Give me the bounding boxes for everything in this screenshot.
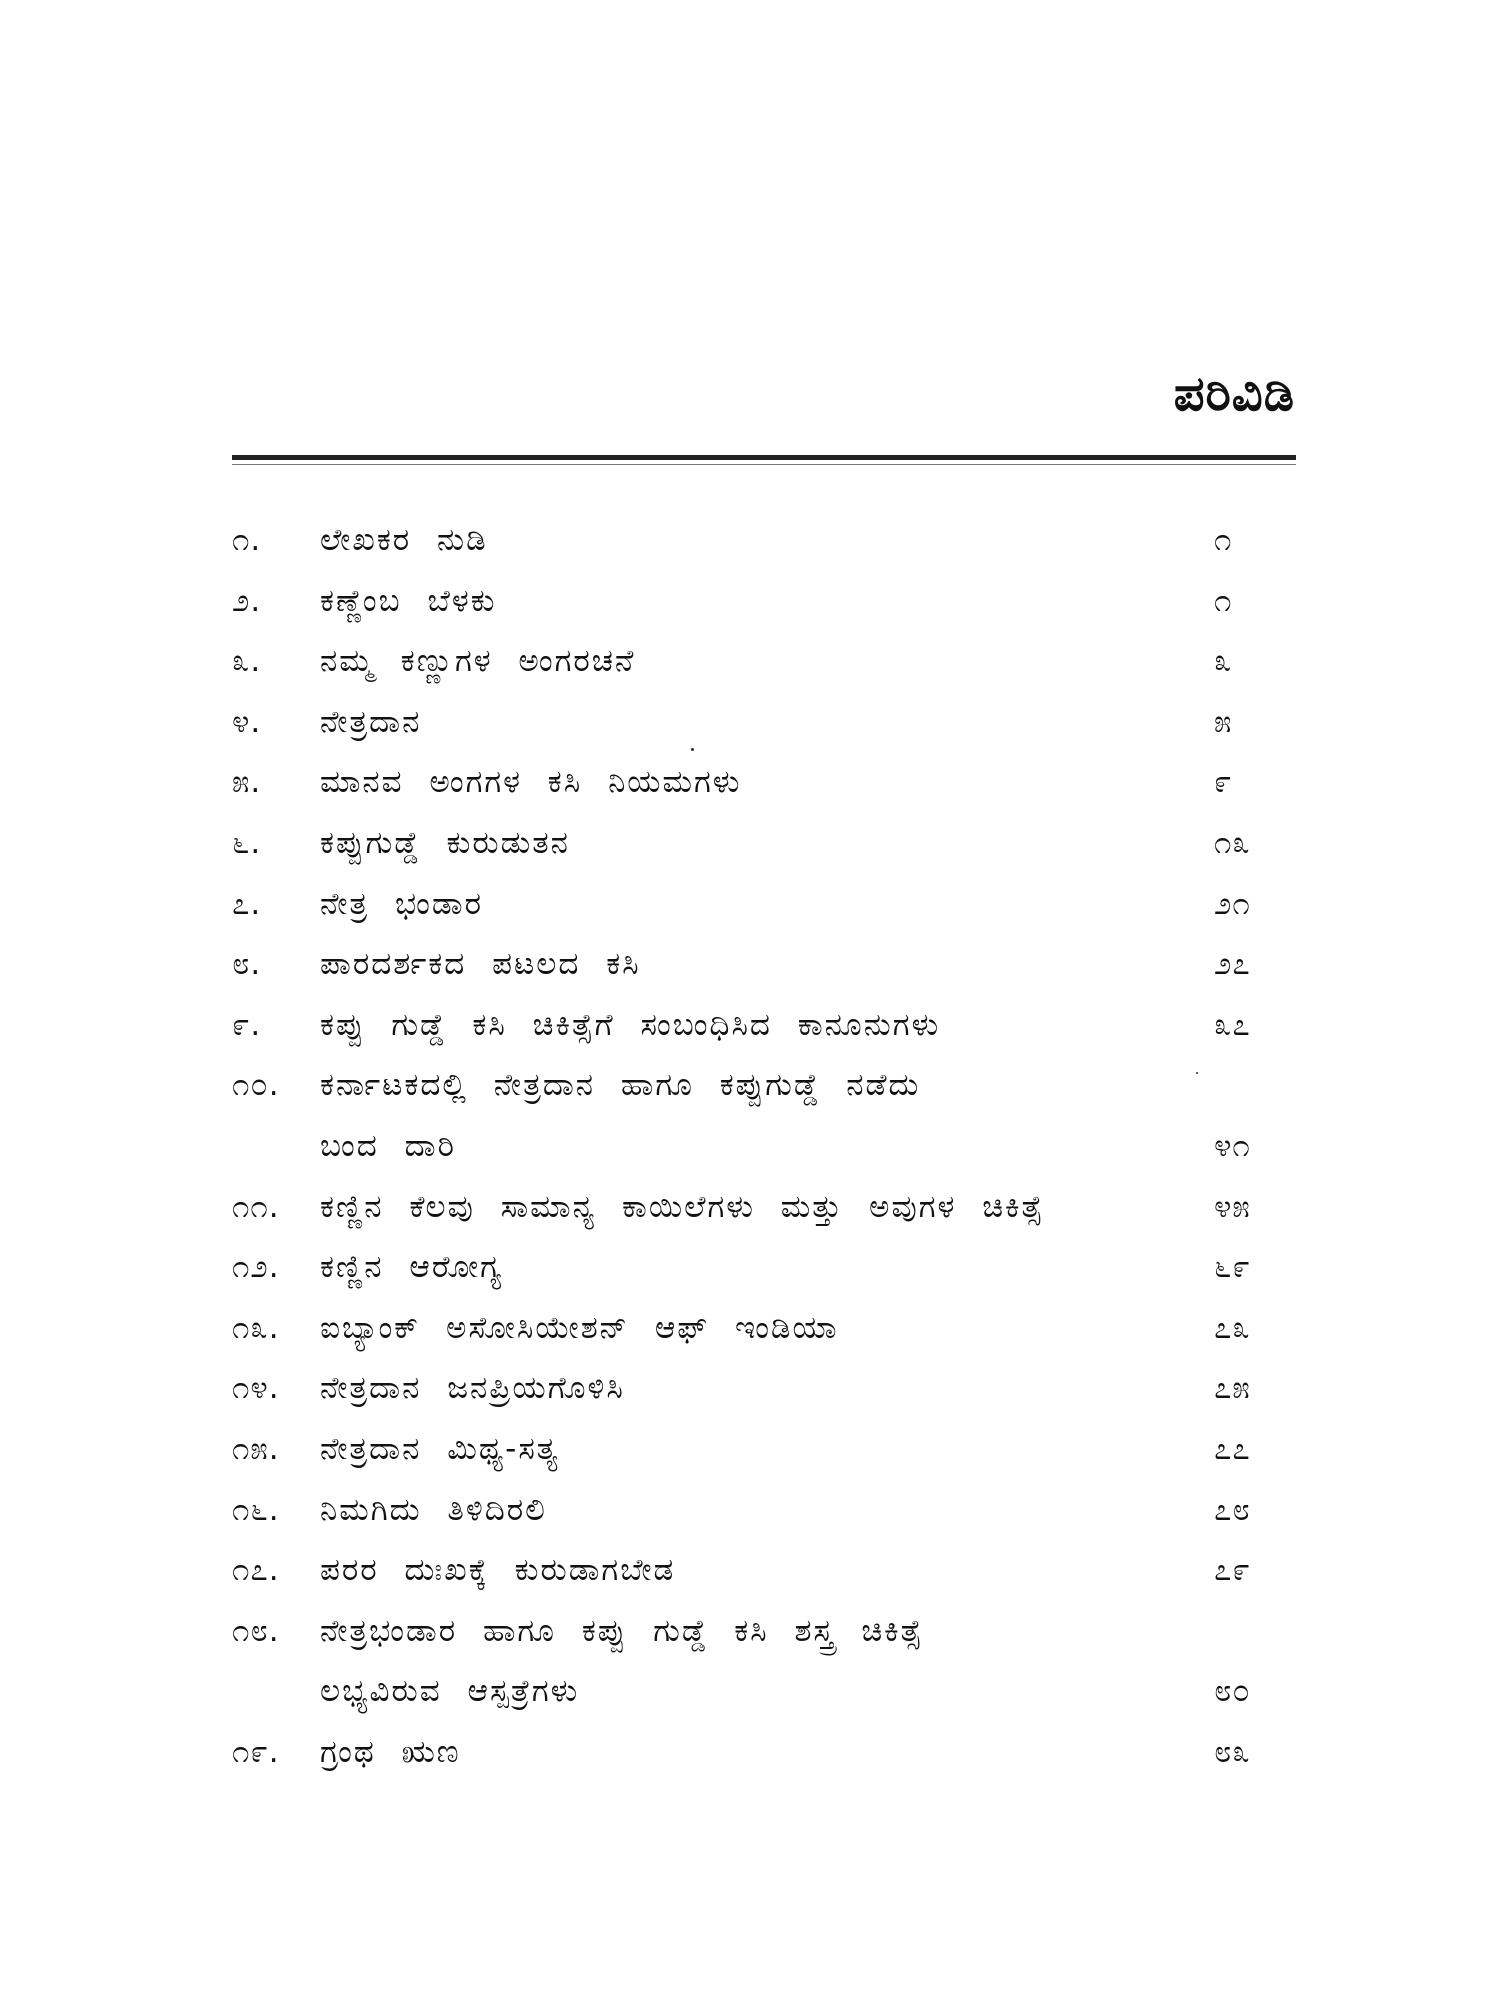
- toc-title: ಪರರ ದುಃಖಕ್ಕೆ ಕುರುಡಾಗಬೇಡ: [320, 1552, 676, 1589]
- toc-number: ೧೩.: [232, 1309, 280, 1346]
- toc-row: [232, 1177, 1296, 1238]
- toc-title: ನಮ್ಮ ಕಣ್ಣುಗಳ ಅಂಗರಚನೆ: [320, 643, 636, 680]
- toc-row: [232, 1419, 1296, 1480]
- toc-title: ಐಬ್ಯಾಂಕ್ ಅಸೋಸಿಯೇಶನ್ ಆಫ್ ಇಂಡಿಯಾ: [320, 1309, 839, 1346]
- toc-title: ನಿಮಗಿದು ತಿಳಿದಿರಲಿ: [320, 1491, 547, 1528]
- toc-row: [232, 1601, 1296, 1662]
- toc-row: [232, 571, 1296, 632]
- toc-row: [232, 631, 1296, 692]
- toc-row: [232, 1540, 1296, 1601]
- toc-number: ೩.: [232, 643, 262, 680]
- toc-title: ಕಪ್ಪುಗುಡ್ಡೆ ಕುರುಡುತನ: [320, 824, 570, 861]
- toc-number: ೨.: [232, 582, 262, 619]
- toc-number: ೧೪.: [232, 1370, 280, 1407]
- print-speck: [1196, 1072, 1198, 1074]
- toc-number: ೧೯.: [232, 1733, 280, 1770]
- toc-number: ೧೧.: [232, 1188, 280, 1225]
- toc-number: ೧೫.: [232, 1430, 280, 1467]
- toc-number: ೧೮.: [232, 1612, 280, 1649]
- toc-title: ಲಭ್ಯವಿರುವ ಆಸ್ಪತ್ರೆಗಳು: [320, 1673, 580, 1710]
- toc-row: [232, 1116, 1296, 1177]
- toc-title: ಕಣ್ಣಿನ ಕೆಲವು ಸಾಮಾನ್ಯ ಕಾಯಿಲೆಗಳು ಮತ್ತು ಅವುಗಳ ಚಿಕಿತ್ಸೆ: [320, 1188, 1045, 1225]
- toc-page-number: ೩: [1214, 643, 1233, 680]
- toc-number: ೧೨.: [232, 1249, 280, 1286]
- toc-number: ೧೭.: [232, 1552, 280, 1589]
- toc-number: ೬.: [232, 824, 262, 861]
- print-speck: [691, 748, 694, 751]
- table-of-contents: [232, 510, 1296, 1782]
- toc-title: ಬಂದ ದಾರಿ: [320, 1127, 456, 1164]
- heading-rule-thin: [232, 464, 1296, 465]
- toc-title: ಕಣ್ಣೆಂಬ ಬೆಳಕು: [320, 582, 497, 619]
- toc-title: ಕಣ್ಣಿನ ಆರೋಗ್ಯ: [320, 1249, 504, 1286]
- toc-row: [232, 1055, 1296, 1116]
- toc-number: ೧.: [232, 522, 262, 558]
- toc-title: ಪಾರದರ್ಶಕದ ಪಟಲದ ಕಸಿ: [320, 946, 641, 983]
- toc-title: ನೇತ್ರದಾನ ಜನಪ್ರಿಯಗೊಳಿಸಿ: [320, 1370, 625, 1407]
- toc-page-number: ೪೫: [1214, 1188, 1251, 1225]
- toc-row: [232, 813, 1296, 874]
- toc-page-number: ೭೭: [1214, 1430, 1251, 1467]
- toc-row: [232, 1722, 1296, 1783]
- toc-number: ೧೦.: [232, 1067, 280, 1104]
- toc-row: [232, 1237, 1296, 1298]
- toc-title: ಮಾನವ ಅಂಗಗಳ ಕಸಿ ನಿಯಮಗಳು: [320, 764, 742, 801]
- toc-page-number: ೯: [1214, 764, 1233, 801]
- toc-row: [232, 510, 1296, 571]
- toc-number: ೪.: [232, 703, 262, 740]
- toc-row: [232, 874, 1296, 935]
- toc-number: ೮.: [232, 946, 262, 983]
- toc-page-number: ೩೭: [1214, 1006, 1251, 1043]
- toc-page-number: ೫: [1214, 703, 1233, 740]
- toc-number: ೯.: [232, 1006, 262, 1043]
- toc-title: ಗ್ರಂಥ ಋಣ: [320, 1733, 461, 1770]
- toc-page-number: ೭೩: [1214, 1309, 1251, 1346]
- toc-row: [232, 1661, 1296, 1722]
- toc-number: ೫.: [232, 764, 262, 801]
- toc-page-number: ೧: [1214, 582, 1233, 619]
- toc-page-number: ೨೧: [1214, 885, 1251, 922]
- toc-page-number: ೧೩: [1214, 824, 1251, 861]
- toc-page-number: ೬೯: [1214, 1249, 1251, 1286]
- heading-rule-thick: [232, 455, 1296, 460]
- toc-row: [232, 1298, 1296, 1359]
- toc-page-number: ೮೩: [1214, 1733, 1251, 1770]
- toc-row: [232, 1480, 1296, 1541]
- toc-title: ನೇತ್ರದಾನ ಮಿಥ್ಯ-ಸತ್ಯ: [320, 1430, 560, 1467]
- toc-page-number: ೭೯: [1214, 1552, 1251, 1589]
- page-title: ಪರಿವಿಡಿ: [1173, 366, 1295, 422]
- toc-number: ೭.: [232, 885, 262, 922]
- toc-title: ಲೇಖಕರ ನುಡಿ: [320, 522, 488, 558]
- toc-page-number: ೭೮: [1214, 1491, 1251, 1528]
- toc-page-number: ೪೧: [1214, 1127, 1251, 1164]
- toc-number: ೧೬.: [232, 1491, 280, 1528]
- toc-page-number: ೧: [1214, 522, 1233, 558]
- toc-title: ಕಪ್ಪು ಗುಡ್ಡೆ ಕಸಿ ಚಿಕಿತ್ಸೆಗೆ ಸಂಬಂಧಿಸಿದ ಕಾನೂನುಗಳು: [320, 1006, 941, 1043]
- toc-page-number: ೭೫: [1214, 1370, 1251, 1407]
- toc-title: ನೇತ್ರಭಂಡಾರ ಹಾಗೂ ಕಪ್ಪು ಗುಡ್ಡೆ ಕಸಿ ಶಸ್ತ್ರ ಚಿಕಿತ್ಸೆ: [320, 1612, 924, 1649]
- toc-row: [232, 995, 1296, 1056]
- toc-row: [232, 692, 1296, 753]
- toc-title: ಕರ್ನಾಟಕದಲ್ಲಿ ನೇತ್ರದಾನ ಹಾಗೂ ಕಪ್ಪುಗುಡ್ಡೆ ನಡೆದು: [320, 1067, 921, 1104]
- toc-page-number: ೮೦: [1214, 1673, 1251, 1710]
- toc-page-number: ೨೭: [1214, 946, 1251, 983]
- toc-row: [232, 1358, 1296, 1419]
- toc-title: ನೇತ್ರದಾನ: [320, 703, 422, 740]
- toc-row: [232, 934, 1296, 995]
- toc-title: ನೇತ್ರ ಭಂಡಾರ: [320, 885, 483, 922]
- toc-row: [232, 752, 1296, 813]
